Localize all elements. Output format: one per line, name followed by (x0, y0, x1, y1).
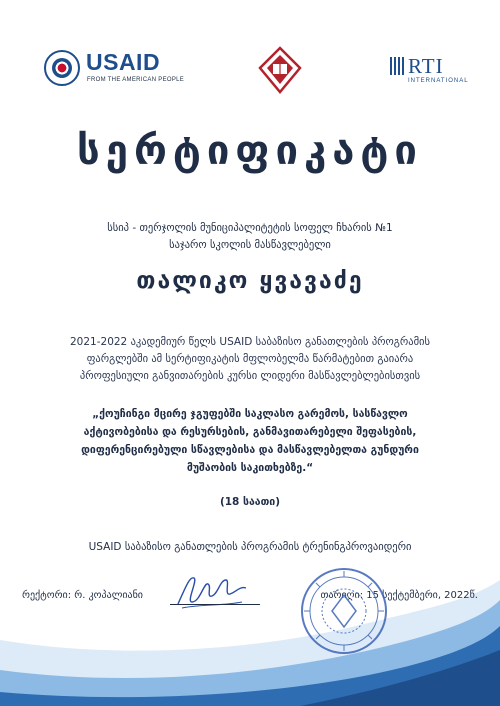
body-line: ფარგლებში ამ სერტიფიკატის მფლობელმა წარმატებით გაიარა (86, 353, 414, 365)
usaid-logo (44, 44, 185, 96)
course-hours: (18 საათი) (219, 496, 281, 508)
course-title (44, 405, 456, 477)
body-line: 2021-2022 აკადემიურ წელს USAID საბაზისო განათლების პროგრამის (70, 336, 430, 348)
rti-tagline: INTERNATIONAL (408, 78, 469, 84)
course-line: „ქოუჩინგი მცირე ჯგუფებში საკლასო გარემოს, სასწავლო (92, 408, 408, 420)
certificate-title: სერტიფიკატი (77, 128, 423, 174)
issue-date: თარიღი: 15 სექტემბერი, 2022წ. (320, 590, 478, 601)
course-line: მუშაობის საკითხებზე.“ (186, 462, 314, 474)
university-stamp-image (298, 565, 390, 657)
rti-wordmark: RTI (408, 54, 444, 78)
university-emblem-icon (256, 46, 304, 94)
rector-label: რექტორი: რ. კოპალიანი (22, 590, 143, 601)
school-line: საჯარო სკოლის მასწავლებელი (169, 239, 331, 251)
school-line: სსიპ - თერჯოლის მუნიციპალიტეტის სოფელ ჩხარის №1 (107, 222, 393, 234)
usaid-wordmark: USAID (86, 49, 161, 75)
rti-logo (390, 54, 469, 90)
body-line: პროფესიული განვითარების კურსი ლიდერი მასწავლებლებისთვის (79, 370, 421, 382)
signature-line (170, 604, 260, 605)
recipient-name: თალიკო ყვავაძე (136, 268, 364, 294)
course-line: დიფერენცირებული სწავლებისა და მასწავლებელთა გუნდური (81, 444, 419, 456)
usaid-tagline: FROM THE AMERICAN PEOPLE (87, 77, 185, 83)
training-provider: USAID საბაზისო განათლების პროგრამის ტრენინგპროვაიდერი (88, 541, 412, 553)
school-affiliation (40, 220, 460, 254)
logo-bar (0, 44, 500, 100)
rti-mark-icon (390, 57, 406, 75)
signature-row (0, 590, 500, 610)
usaid-seal-icon (44, 50, 80, 86)
certificate-body (45, 334, 455, 385)
course-line: აქტივობებისა და რესურსების, განმავითარებელი შეფასების, (83, 426, 417, 438)
